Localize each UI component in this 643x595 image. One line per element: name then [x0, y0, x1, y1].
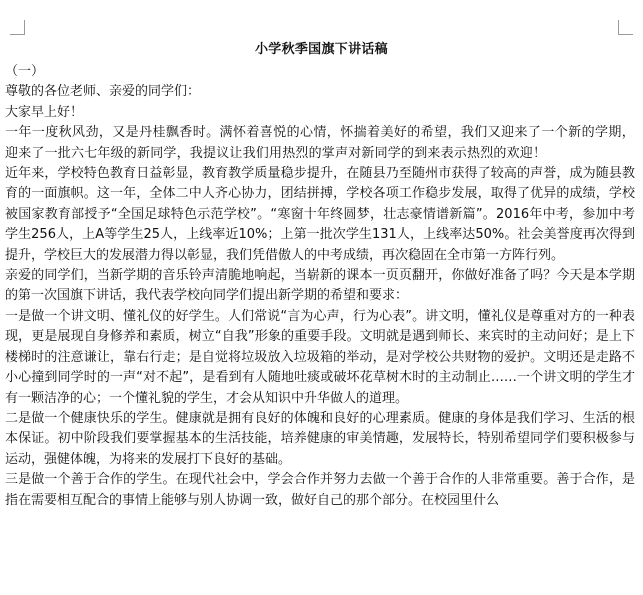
section-number: （一）: [5, 64, 45, 79]
paragraph-opening: 一年一度秋风劲，又是丹桂飘香时。满怀着喜悦的心情，怀揣着美好的希望，我们又迎来了一个新的学期，迎来了一批六七年级的新同学，我提议让我们用热烈的掌声对新同学的到来表示热烈的欢迎！: [5, 125, 635, 161]
margin-corner-mark: [10, 20, 25, 35]
paragraph-achievements: 近年来，学校特色教育日益彰显，教育教学质量稳步提升，在随县乃至随州市获得了较高的声誉，成为随县教育的一面旗帜。这一年，全体二中人齐心协力，团结拼搏，学校各项工作稳步发展，取得了优异的成绩，学校被国家教育部授予“全国足球特色示范学校”。“寒窗十年终圆梦，壮志豪情谱新篇”。2016年中考，参加中考学生256人，上A等学生25人，上线率近10%；上第一批次学生131人，上线率达50%。社会美誉度再次得到提升，学校巨大的发展潜力得以彰显，我们凭借傲人的中考成绩，再次稳固在全市第一方阵行列。: [5, 166, 635, 263]
document-title: 小学秋季国旗下讲话稿: [254, 42, 388, 57]
margin-corner-mark: [618, 20, 633, 35]
paragraph-point-two: 二是做一个健康快乐的学生。健康就是拥有良好的体魄和良好的心理素质。健康的身体是我们学习、生活的根本保证。初中阶段我们要掌握基本的生活技能，培养健康的审美情趣，发展特长，特别希望同学们要积极参与运动，强健体魄，为将来的发展打下良好的基础。: [5, 410, 635, 467]
paragraph-new-semester: 亲爱的同学们，当新学期的音乐铃声清脆地响起，当崭新的课本一页页翻开，你做好准备了吗？今天是本学期的第一次国旗下讲话，我代表学校向同学们提出新学期的希望和要求：: [5, 268, 635, 304]
greeting: 大家早上好！: [5, 104, 84, 120]
paragraph-point-three: 三是做一个善于合作的学生。在现代社会中，学会合作并努力去做一个善于合作的人非常重要。善于合作，是指在需要相互配合的事情上能够与别人协调一致，做好自己的那个部分。在校园里什么: [5, 472, 635, 508]
paragraph-point-one: 一是做一个讲文明、懂礼仪的好学生。人们常说“言为心声，行为心表”。讲文明，懂礼仪是尊重对方的一种表现，更是展现自身修养和素质，树立“自我”形象的重要手段。文明就是遇到师长、来宾时的主动问好；是上下楼梯时的注意谦让，靠右行走；是自觉将垃圾放入垃圾箱的举动，是对学校公共财物的爱护。文明还是走路不小心撞到同学时的一声“对不起”，是看到有人随地吐痰或破坏花草树木时的主动制止……一个讲文明的学生才有一颗洁净的心；一个懂礼貌的学生，才会从知识中升华做人的道理。: [5, 308, 635, 406]
salutation: 尊敬的各位老师、亲爱的同学们：: [5, 84, 201, 100]
document-body: [5, 62, 635, 511]
